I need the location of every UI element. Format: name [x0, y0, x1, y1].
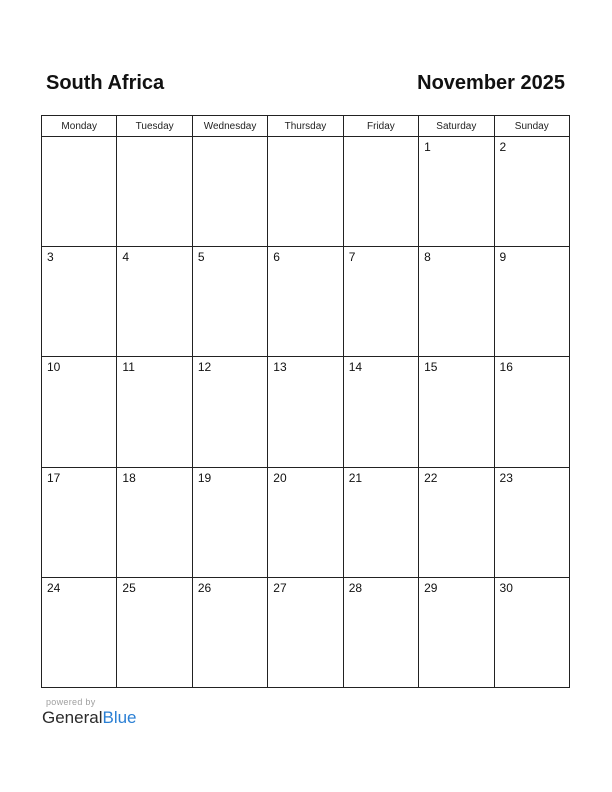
day-number: 25	[122, 580, 136, 595]
day-cell	[343, 357, 418, 467]
day-cell	[192, 247, 267, 357]
week-row	[42, 577, 570, 687]
country-title: South Africa	[46, 72, 165, 94]
day-number	[42, 137, 116, 140]
week-row	[42, 467, 570, 577]
week-row	[42, 247, 570, 357]
day-cell	[268, 247, 343, 357]
day-number	[117, 137, 191, 140]
day-number: 1	[424, 140, 431, 154]
weekday-header-row	[42, 116, 570, 137]
day-cell	[192, 467, 267, 577]
day-number: 18	[122, 470, 136, 485]
day-number: 9	[499, 250, 507, 265]
week-row	[42, 357, 570, 467]
weekday-header: Thursday	[268, 116, 343, 137]
day-number: 26	[197, 580, 212, 595]
day-number: 22	[424, 470, 438, 485]
day-cell	[343, 137, 418, 247]
brand-general-text: General	[42, 708, 103, 727]
day-cell	[42, 467, 117, 577]
day-cell	[268, 357, 343, 467]
day-number: 28	[348, 580, 363, 595]
day-number: 16	[499, 360, 513, 375]
day-number: 29	[424, 580, 438, 595]
day-cell	[117, 247, 192, 357]
day-cell	[494, 577, 569, 687]
day-cell	[42, 247, 117, 357]
day-number: 8	[424, 250, 431, 265]
day-number: 2	[499, 140, 507, 154]
month-year-title: November 2025	[417, 72, 565, 94]
day-cell	[42, 357, 117, 467]
day-cell	[117, 577, 192, 687]
day-number: 15	[424, 360, 438, 375]
day-number: 3	[47, 250, 54, 265]
day-number: 12	[197, 360, 212, 375]
day-cell	[343, 577, 418, 687]
day-number: 5	[197, 250, 205, 265]
day-cell	[343, 247, 418, 357]
weekday-header: Friday	[343, 116, 418, 137]
day-cell	[192, 577, 267, 687]
day-cell	[419, 577, 494, 687]
day-number: 21	[348, 470, 363, 485]
day-cell	[419, 357, 494, 467]
day-number	[344, 137, 418, 140]
day-number: 7	[348, 250, 356, 265]
day-cell	[494, 467, 569, 577]
powered-by-label: powered by	[46, 697, 96, 707]
day-cell	[268, 467, 343, 577]
day-number	[193, 137, 267, 140]
day-cell	[268, 577, 343, 687]
day-cell	[494, 247, 569, 357]
day-number: 13	[273, 360, 287, 375]
day-cell	[419, 247, 494, 357]
day-cell	[117, 137, 192, 247]
day-cell	[117, 467, 192, 577]
weekday-header: Wednesday	[192, 116, 267, 137]
weekday-header: Saturday	[419, 116, 494, 137]
day-number: 30	[499, 580, 513, 595]
day-number: 24	[47, 580, 61, 595]
day-number: 6	[273, 250, 280, 265]
brand-blue-text: Blue	[102, 708, 137, 727]
weekday-header: Tuesday	[117, 116, 192, 137]
calendar-grid	[41, 115, 570, 688]
day-number: 17	[47, 470, 61, 485]
day-cell	[192, 137, 267, 247]
day-number: 20	[273, 470, 287, 485]
day-number: 19	[197, 470, 212, 485]
day-cell	[192, 357, 267, 467]
day-cell	[268, 137, 343, 247]
day-cell	[419, 467, 494, 577]
day-cell	[42, 577, 117, 687]
day-number: 23	[499, 470, 513, 485]
weekday-header: Monday	[42, 116, 117, 137]
day-number: 11	[122, 360, 135, 375]
day-cell	[494, 137, 569, 247]
day-number: 27	[273, 580, 287, 595]
day-cell	[117, 357, 192, 467]
day-cell	[419, 137, 494, 247]
brand-logo	[42, 708, 137, 728]
week-row	[42, 137, 570, 247]
weekday-header: Sunday	[494, 116, 569, 137]
day-number	[268, 137, 342, 140]
day-number: 10	[47, 360, 61, 375]
day-cell	[42, 137, 117, 247]
day-cell	[494, 357, 569, 467]
day-cell	[343, 467, 418, 577]
day-number: 14	[348, 360, 363, 375]
day-number: 4	[122, 250, 130, 265]
